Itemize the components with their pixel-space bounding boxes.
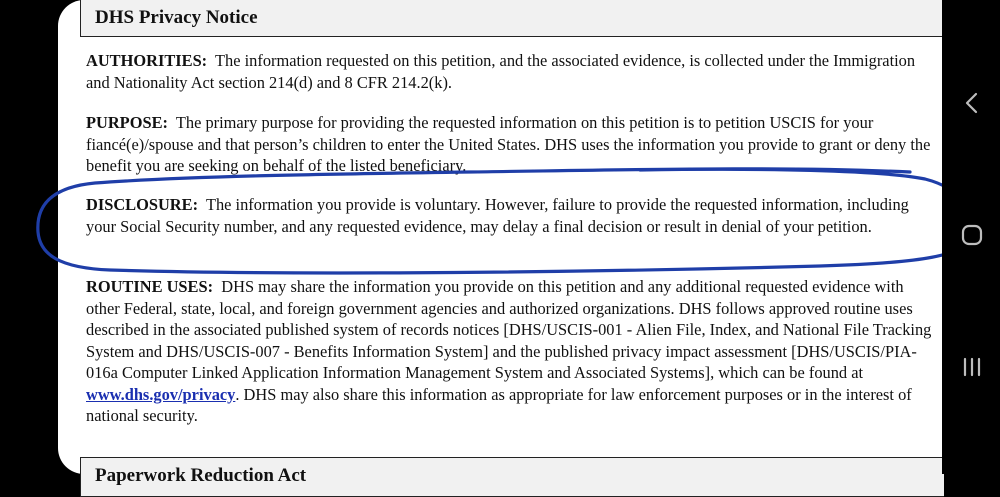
authorities-text: The information requested on this petition, and the associated evidence, is collected under the Immigration and Nationality Act section 214(d) and 8 CFR 214.2(k). <box>86 51 916 92</box>
recent-apps-icon <box>942 345 1000 389</box>
privacy-link[interactable]: www.dhs.gov/privacy <box>86 384 236 404</box>
routine-uses-text-end: . DHS may also share this information as appropriate for law enforcement purposes or in the interest of national security. <box>86 384 912 425</box>
purpose-paragraph <box>86 112 941 177</box>
disclosure-text: The information you provide is voluntary. However, failure to provide the requested information, including your Social Security number, and any requested evidence, may delay a final decision or result in denial of your petition. <box>86 195 909 236</box>
home-circle-icon <box>942 213 1000 257</box>
purpose-text: The primary purpose for providing the requested information on this petition is to petition USCIS for your fiancé(e)/spouse and that person’s children to enter the United States. DHS uses the information you provide to grant or deny the benefit you are seeking on behalf of the listed beneficiary. <box>86 113 931 175</box>
routine-uses-paragraph <box>86 276 941 427</box>
disclosure-paragraph <box>86 194 941 237</box>
disclosure-label: DISCLOSURE: <box>86 195 199 214</box>
next-section-header <box>80 457 944 497</box>
authorities-label: AUTHORITIES: <box>86 51 208 70</box>
routine-uses-label: ROUTINE USES: <box>86 277 214 296</box>
header-title: DHS Privacy Notice <box>95 7 258 28</box>
home-button[interactable] <box>942 213 1000 257</box>
authorities-paragraph <box>86 50 941 93</box>
purpose-label: PURPOSE: <box>86 113 168 132</box>
chevron-left-icon <box>942 80 1000 124</box>
next-header-title: Paperwork Reduction Act <box>95 465 307 486</box>
back-button[interactable] <box>942 80 1000 124</box>
routine-uses-text: DHS may share the information you provide on this petition and any additional requested evidence with other Federal, state, local, and foreign government agencies and authorized organizations. DHS follows approved routine uses described in the associated published system of records notices [DHS/USCIS-001 - Alien File, Index, and National File Tracking System and DHS/USCIS-007 - Benefits Information System] and the published privacy impact assessment [DHS/USCIS/PIA-016a Computer Linked Application Information Management System and Associated Systems], which can be found at <box>86 277 932 382</box>
recent-apps-button[interactable] <box>942 345 1000 389</box>
section-header <box>80 0 944 37</box>
document-page <box>58 0 942 486</box>
system-nav-bar <box>942 0 1000 474</box>
